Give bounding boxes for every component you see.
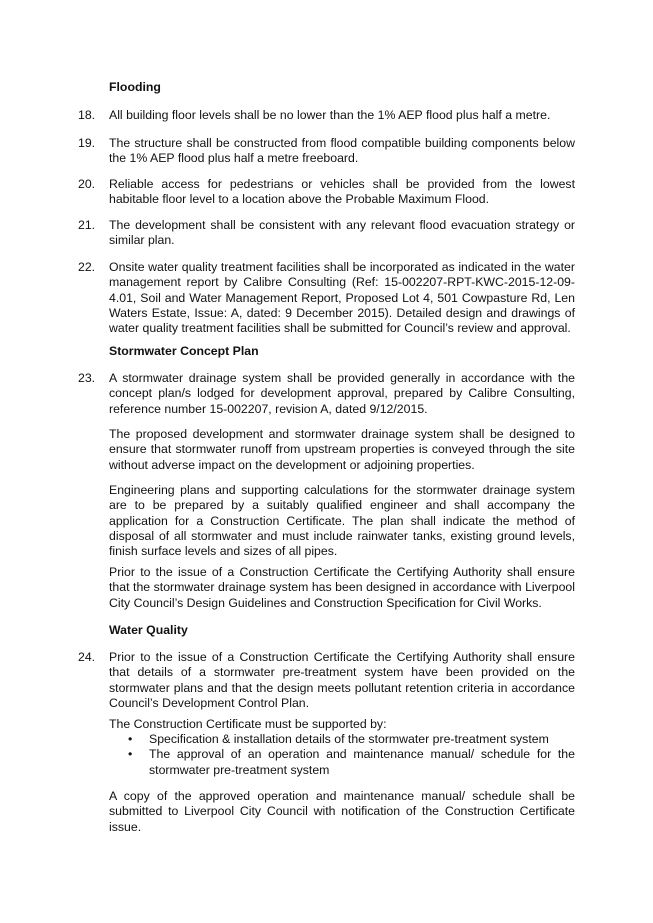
list-item [109,732,575,747]
condition-23-paragraph-2: The proposed development and stormwater drainage system shall be designed to ensure that stormwater runoff from upstream properties is conveyed through the site without adverse impact on the development or adjoining properties. [109,427,575,472]
condition-number: 20. [78,177,96,191]
condition-24 [78,650,575,711]
condition-text: Reliable access for pedestrians or vehicles shall be provided from the lowest habitable floor level to a location above the Probable Maximum Flood. [109,177,575,207]
condition-text: A stormwater drainage system shall be provided generally in accordance with the concept plan/s lodged for development approval, prepared by Calibre Consulting, reference number 15-002207, revision A, dated 9/12/2015. [109,371,575,416]
condition-22 [78,260,575,336]
bullet-icon: • [128,732,133,746]
condition-20 [78,177,575,208]
condition-19 [78,136,575,167]
condition-number: 24. [78,650,96,664]
condition-number: 19. [78,136,96,150]
condition-23 [78,371,575,417]
condition-text: Onsite water quality treatment facilities shall be incorporated as indicated in the water management report by Calibre Consulting (Ref: 15-002207-RPT-KWC-2015-12-09-4.01, Soil and Water Management Report, Proposed Lot 4, 501 Cowpasture Rd, Len Waters Estate, Issue: A, dated: 9 December 2015). Detailed design and drawings of water quality treatment facilities shall be submitted for Council’s review and approval. [109,260,575,336]
condition-18 [78,108,575,123]
section-heading-stormwater: Stormwater Concept Plan [109,344,259,358]
list-item-text: The approval of an operation and maintenance manual/ schedule for the stormwater pre-treatment system [149,747,575,777]
condition-text: The structure shall be constructed from flood compatible building components below the 1% AEP flood plus half a metre freeboard. [109,136,575,166]
section-heading-water-quality: Water Quality [109,623,188,637]
condition-number: 22. [78,260,96,274]
list-item-text: Specification & installation details of the stormwater pre-treatment system [149,732,549,746]
list-item [109,747,575,778]
bullet-icon: • [128,747,133,762]
condition-text: The development shall be consistent with any relevant flood evacuation strategy or similar plan. [109,218,575,248]
condition-24-paragraph-3: A copy of the approved operation and maintenance manual/ schedule shall be submitted to Liverpool City Council with notification of the Construction Certificate issue. [109,789,575,834]
condition-21 [78,218,575,249]
condition-number: 23. [78,371,96,385]
condition-24-paragraph-2: The Construction Certificate must be supported by: [109,717,387,731]
condition-number: 18. [78,108,96,122]
condition-text: Prior to the issue of a Construction Certificate the Certifying Authority shall ensure that details of a stormwater pre-treatment system have been provided on the stormwater plans and that the design meets pollutant retention criteria in accordance Council’s Development Control Plan. [109,650,575,710]
condition-23-paragraph-4: Prior to the issue of a Construction Certificate the Certifying Authority shall ensure that the stormwater drainage system has been designed in accordance with Liverpool City Council’s Design Guidelines and Construction Specification for Civil Works. [109,565,575,610]
section-heading-flooding: Flooding [109,80,161,94]
condition-number: 21. [78,218,96,232]
condition-text: All building floor levels shall be no lower than the 1% AEP flood plus half a metre. [109,108,551,122]
condition-24-bullet-list [109,732,575,778]
condition-23-paragraph-3: Engineering plans and supporting calculations for the stormwater drainage system are to be prepared by a suitably qualified engineer and shall accompany the application for a Construction Certificate. The plan shall indicate the method of disposal of all stormwater and must include rainwater tanks, existing ground levels, finish surface levels and sizes of all pipes. [109,483,575,559]
